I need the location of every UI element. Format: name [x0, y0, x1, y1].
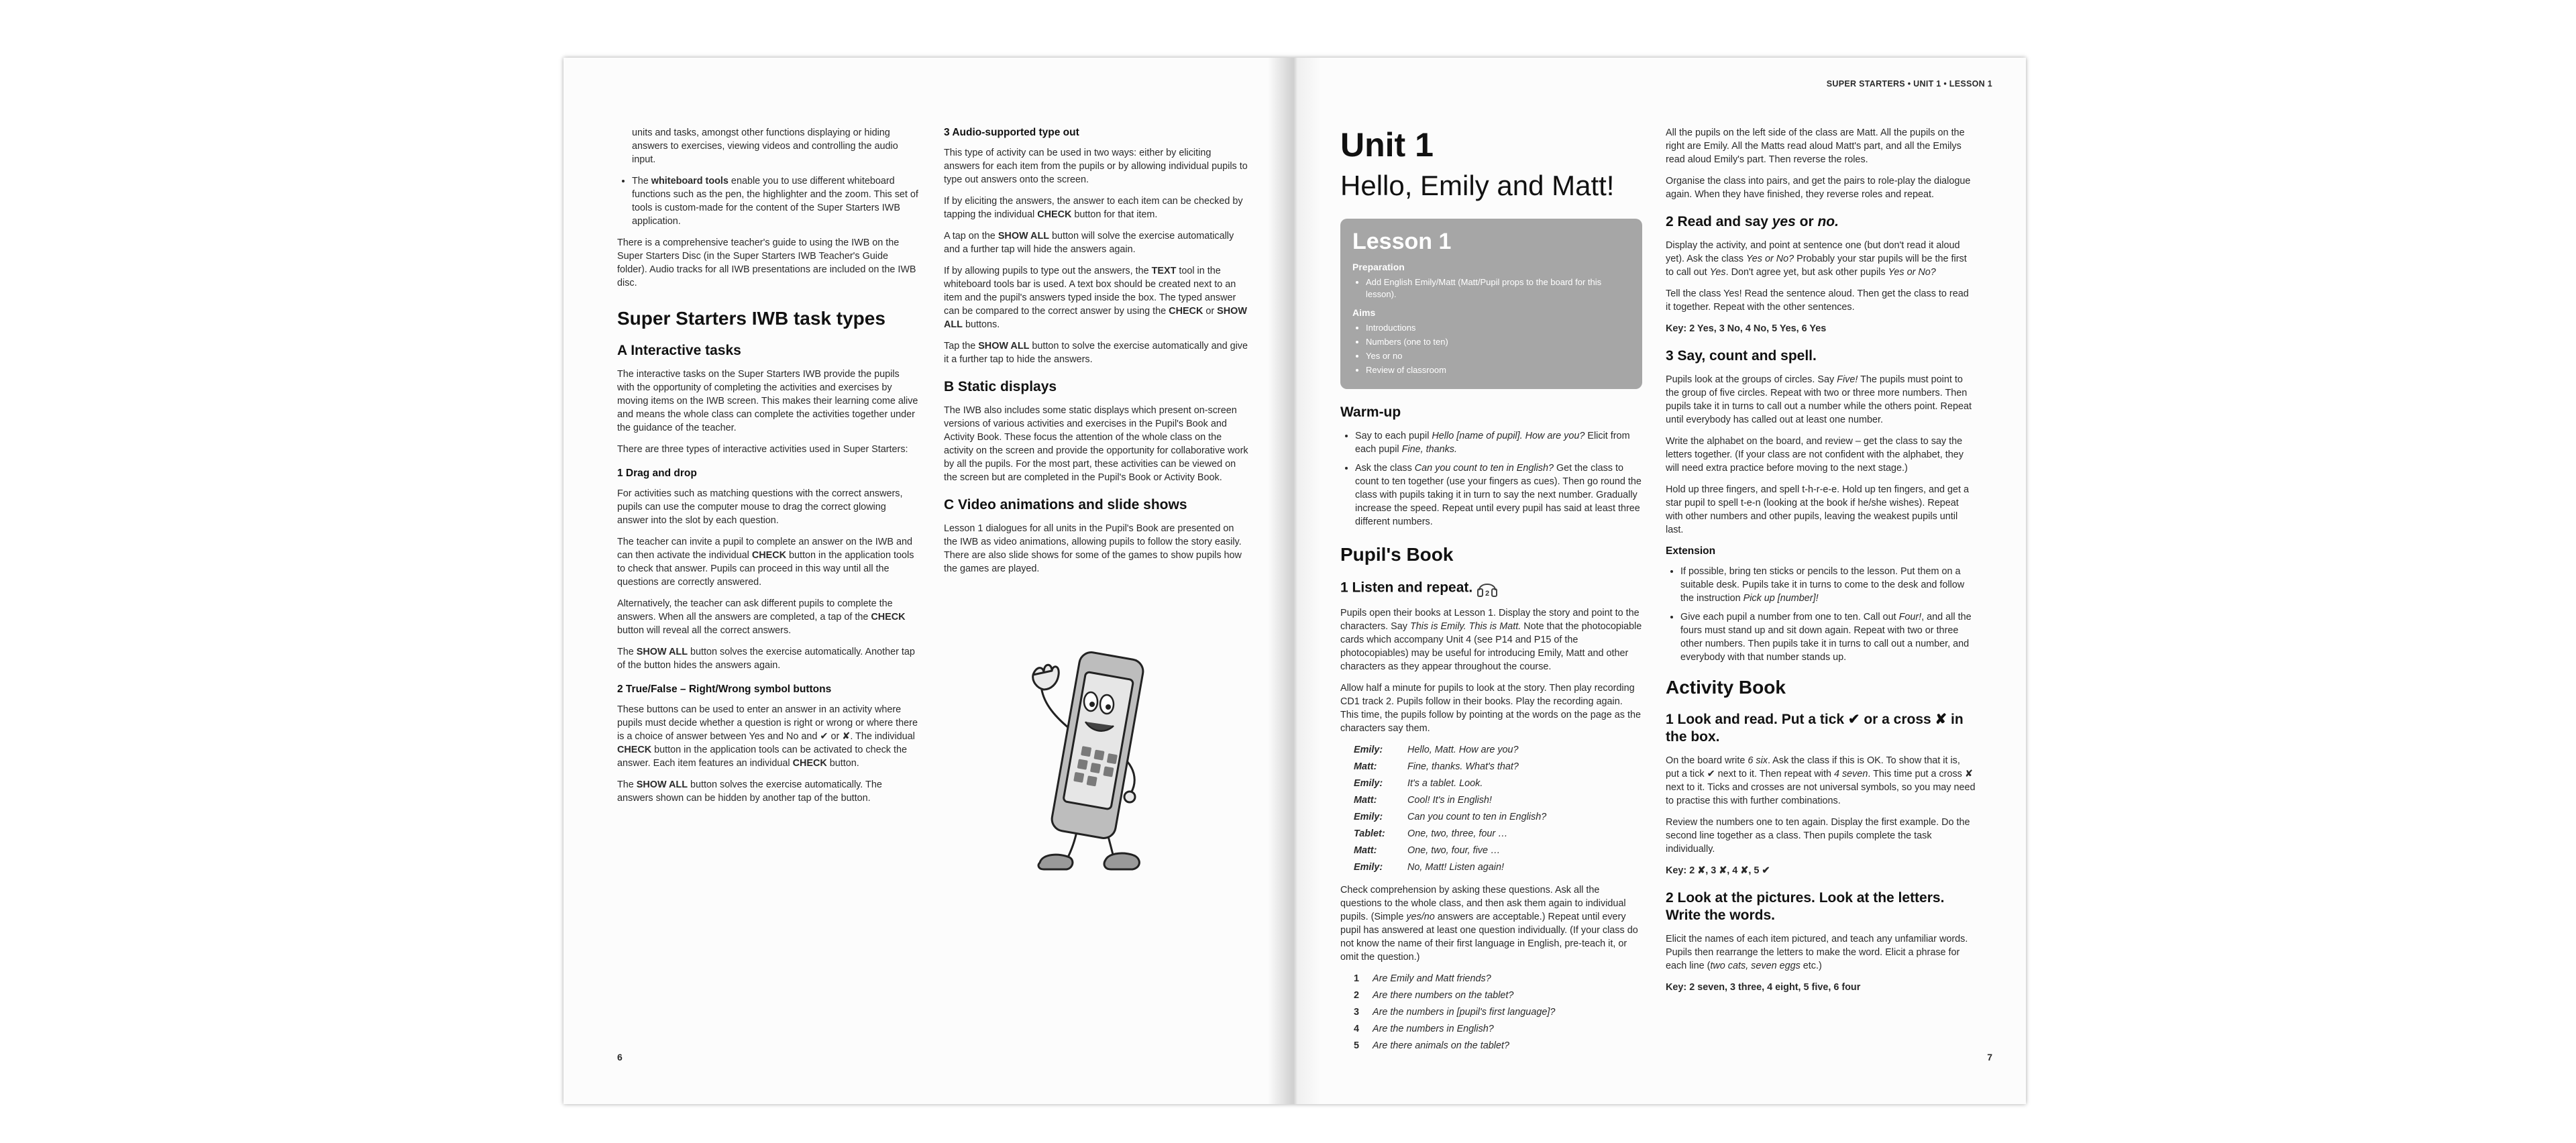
warm-up-item-1	[1355, 429, 1642, 456]
heading-say-count-spell: 3 Say, count and spell.	[1666, 348, 1817, 364]
heading-interactive-tasks: A Interactive tasks	[617, 343, 741, 358]
text: If by eliciting the answers, the answer to each item can be checked by tapping the individual	[944, 196, 1243, 220]
dialogue-line: Cool! It's in English!	[1407, 795, 1492, 806]
bullet-list	[617, 174, 919, 228]
text: , and all the fours must stand up and sit down again. Repeat with two or three other numbers. Then pupils take it in turns to call out a number, and everybody with that number stands up.	[1680, 612, 1972, 663]
dialogue-line: It's a tablet. Look.	[1407, 778, 1483, 789]
text-bold: SHOW ALL	[998, 231, 1050, 241]
heading-extension: Extension	[1666, 545, 1716, 557]
paragraph-interactive-1: The interactive tasks on the Super Starters IWB provide the pupils with the opportunity of completing the activities and exercises by moving items on the IWB screen. This makes their learning come alive and means the whole class can complete the activities together under the guidance of the teacher.	[617, 369, 918, 433]
paragraph-say-1	[1666, 373, 1976, 427]
extension-item-2	[1680, 610, 1976, 664]
text-bold: CHECK	[871, 612, 906, 622]
answer-key-look: Key: 2 ✘, 3 ✘, 4 ✘, 5 ✔	[1666, 865, 1770, 876]
heading-look-pictures: 2 Look at the pictures. Look at the letters. Write the words.	[1666, 890, 1945, 923]
heading-true-false: 2 True/False – Right/Wrong symbol buttons	[617, 684, 832, 695]
text: The	[632, 176, 651, 186]
text: A tap on the	[944, 231, 998, 241]
speaker: Matt:	[1354, 845, 1377, 856]
text-bold: CHECK	[617, 745, 652, 755]
text-bold: CHECK	[1037, 209, 1072, 220]
paragraph-read-2: Tell the class Yes! Read the sentence aloud. Then get the class to read it together. Repeat with the other sentences.	[1666, 288, 1969, 313]
text-italic: yes	[1772, 214, 1796, 229]
text: Elicit from each pupil	[1355, 431, 1630, 455]
text: The teacher can invite a pupil to complete an answer on the IWB and can then activate the individual	[617, 537, 912, 561]
lesson-box	[1340, 219, 1642, 389]
answer-key-pictures: Key: 2 seven, 3 three, 4 eight, 5 five, 6 four	[1666, 982, 1861, 993]
paragraph-guide: There is a comprehensive teacher's guide to using the IWB on the Super Starters Disc (in the Super Starters IWB Teacher's Guide folder). Audio tracks for all IWB presentations are included on the IWB disc.	[617, 237, 916, 288]
speaker: Emily:	[1354, 778, 1383, 789]
text: tool in the whiteboard tools bar is used. A text box should be created next to an item and the pupil's answers typed inside the box. The typed answer can be compared to the correct answer by using the	[944, 266, 1236, 317]
text: Tap the	[944, 341, 979, 351]
dialogue-line: No, Matt! Listen again!	[1407, 862, 1504, 873]
extension-list	[1666, 565, 1976, 664]
paragraph-audio-1: This type of activity can be used in two ways: either by eliciting answers for each item from the pupils or by allowing individual pupils to type out answers onto the screen.	[944, 148, 1248, 185]
answer-key-read: Key: 2 Yes, 3 No, 4 No, 5 Yes, 6 Yes	[1666, 323, 1827, 334]
text-bold: CHECK	[792, 758, 827, 769]
text-bold: SHOW ALL	[944, 306, 1247, 330]
aims-item: • Numbers (one to ten)	[1366, 336, 1631, 348]
text: Pupils open their books at Lesson 1. Display the story and point to the characters. Say	[1340, 608, 1640, 632]
text: button in the application tools to check that answer. Pupils can proceed in this way until all the questions are correctly answered.	[617, 550, 914, 588]
paragraph-static: The IWB also includes some static displays which present on-screen versions of various activities and exercises in the Pupil's Book and Activity Book. These focus the attention of the whole class on the activity on the screen and provide the opportunity for collaborative work by all the pupils. For the most part, these activities can be viewed on the screen but are completed in the Pupil's Book or Activity Book.	[944, 405, 1248, 483]
unit-subtitle: Hello, Emily and Matt!	[1340, 170, 1615, 201]
dialogue-line: One, two, three, four …	[1407, 828, 1508, 839]
text-bold: TEXT	[1151, 266, 1177, 276]
question-text: Are the numbers in [pupil's first language]?	[1373, 1007, 1556, 1018]
text: Ask the class	[1355, 463, 1415, 474]
text: Pupils look at the groups of circles. Say	[1666, 374, 1837, 385]
paragraph-audio-2	[944, 195, 1249, 221]
question-number: 3	[1354, 1007, 1360, 1018]
text-bold: CHECK	[1169, 306, 1203, 317]
text: The pupils must point to the group of five circles. Repeat with two or three more numbers. Then pupils take it in turns to call out a number while the others point. Repeat until everybody has called out at least one number.	[1666, 374, 1972, 425]
phone-mascot-illustration	[1013, 628, 1174, 883]
cd-track-number: 2	[1485, 590, 1490, 598]
text-bold: SHOW ALL	[636, 779, 688, 790]
lesson-box-title: Lesson 1	[1352, 229, 1452, 254]
text: answers are acceptable.) Repeat until every pupil has answered at least one question individually. (If your class do not know the name of their first language in English, pre-teach it, or omit the question.)	[1340, 912, 1638, 963]
heading-read-and-say	[1666, 213, 1976, 231]
right-page-column-1	[1340, 126, 1642, 1060]
aims-list	[1352, 322, 1631, 376]
question-text: Are Emily and Matt friends?	[1373, 973, 1491, 984]
dialogue-line: Hello, Matt. How are you?	[1407, 745, 1519, 755]
paragraph-check-comprehension	[1340, 883, 1642, 964]
speaker: Emily:	[1354, 862, 1383, 873]
left-page-column-2	[944, 126, 1249, 584]
question-number: 5	[1354, 1040, 1360, 1051]
paragraph-pictures	[1666, 932, 1976, 973]
question-item	[1354, 1022, 1642, 1036]
text: The	[617, 647, 637, 657]
text: etc.)	[1800, 961, 1822, 971]
aims-item: • Yes or no	[1366, 350, 1631, 362]
paragraph-look-2: Review the numbers one to ten again. Display the first example. Do the second line together as a class. Then pupils complete the task individually.	[1666, 817, 1970, 855]
text: Check comprehension by asking these questions. Ask all the questions to the whole class, and then ask them again to individual pupils. (Simple	[1340, 885, 1626, 922]
text-italic: Pick up [number]!	[1743, 593, 1819, 604]
text-italic: Yes or No?	[1888, 267, 1936, 278]
running-head: SUPER STARTERS • UNIT 1 • LESSON 1	[1826, 79, 1992, 89]
text-italic: yes/no	[1406, 912, 1435, 922]
paragraph-drag-1: For activities such as matching questions with the correct answers, pupils can use the computer mouse to drag the correct glowing answer into the slot by each question.	[617, 488, 903, 526]
heading-drag-and-drop: 1 Drag and drop	[617, 468, 697, 479]
text: Get the class to count to ten together (use your fingers as cues). Then go round the class with pupils taking it in turn to say the next number. Gradually increase the speed. Repeat until every pupil has said at least three different numbers.	[1355, 463, 1642, 527]
paragraph-look-1	[1666, 754, 1976, 808]
cd-track-icon	[1477, 578, 1498, 598]
text: These buttons can be used to enter an answer in an activity where pupils must decide whether a question is right or wrong or where there is a choice of answer between Yes and No and ✔ or ✘. The individual	[617, 704, 918, 742]
question-text: Are the numbers in English?	[1373, 1024, 1494, 1034]
preparation-item: • Add English Emily/Matt (Matt/Pupil props to the board for this lesson).	[1366, 276, 1631, 301]
aims-heading: Aims	[1352, 307, 1376, 318]
speaker: Matt:	[1354, 795, 1377, 806]
text: Note that the photocopiable cards which accompany Unit 4 (see P14 and P15 of the photocopiables) may be useful for introducing Emily, Matt and other characters as they appear throughout the course.	[1340, 621, 1642, 672]
text: Elicit the names of each item pictured, and teach any unfamiliar words. Pupils then rearrange the letters to make the word. Elicit a phrase for each line (	[1666, 934, 1968, 971]
speaker: Emily:	[1354, 745, 1383, 755]
question-item	[1354, 972, 1642, 985]
text: or	[1203, 306, 1218, 317]
bullet-whiteboard-tools	[632, 174, 919, 228]
speaker: Tablet:	[1354, 828, 1385, 839]
text: If possible, bring ten sticks or pencils to the lesson. Put them on a suitable desk. Pupils take it in turns to come to the desk and follow the instruction	[1680, 566, 1965, 604]
paragraph-roles-1: All the pupils on the left side of the class are Matt. All the pupils on the right are Emily. All the Matts read aloud Matt's part, and all the Emilys read aloud Emily's part. Then reverse the roles.	[1666, 127, 1965, 165]
paragraph-video: Lesson 1 dialogues for all units in the Pupil's Book are presented on the IWB as video animations, allowing pupils to follow the story easily. There are also slide shows for some of the games to show pupils how the games are played.	[944, 523, 1242, 574]
text: . Ask the class if this is OK. To show that it is, put a tick ✔ next to it. Then repeat with	[1666, 755, 1960, 779]
right-page	[1295, 58, 2026, 1104]
heading-pupils-book: Pupil's Book	[1340, 544, 1454, 565]
book-gutter-shadow	[1268, 58, 1322, 1104]
paragraph-audio-4	[944, 264, 1249, 331]
heading-look-and-read: 1 Look and read. Put a tick ✔ or a cross ✘ in the box.	[1666, 712, 1964, 745]
paragraph-audio-5	[944, 339, 1249, 366]
text: enable you to use different whiteboard functions such as the pen, the highlighter and the zoom. This set of tools is custom-made for the content of the Super Starters IWB application.	[632, 176, 918, 227]
text-italic: two cats, seven eggs	[1710, 961, 1801, 971]
text-italic: Five!	[1837, 374, 1858, 385]
text-italic: Can you count to ten in English?	[1414, 463, 1554, 474]
heading-task-types: Super Starters IWB task types	[617, 308, 885, 329]
paragraph-say-3: Hold up three fingers, and spell t-h-r-e-e. Hold up ten fingers, and get a star pupil to spell t-e-n (looking at the book if he/she wishes). Repeat with other numbers and other pupils, leaving the weakest pupils until last.	[1666, 484, 1969, 535]
paragraph-tf-2	[617, 778, 919, 805]
text: If by allowing pupils to type out the answers, the	[944, 266, 1152, 276]
text-italic: 6 six	[1748, 755, 1768, 766]
question-item	[1354, 989, 1642, 1002]
page-number-right: 7	[1987, 1052, 1992, 1063]
preparation-list	[1352, 276, 1631, 301]
dialogue-line: Fine, thanks. What's that?	[1407, 761, 1519, 772]
preparation-heading: Preparation	[1352, 262, 1405, 272]
text-italic: Four!	[1898, 612, 1922, 622]
text: or	[1795, 214, 1818, 229]
question-text: Are there animals on the tablet?	[1373, 1040, 1509, 1051]
heading-listen-repeat	[1340, 578, 1642, 598]
text: button.	[826, 758, 859, 769]
heading-warm-up: Warm-up	[1340, 404, 1401, 420]
paragraph-drag-3	[617, 597, 919, 637]
text-italic: 4 seven	[1833, 769, 1868, 779]
text: . Don't agree yet, but ask other pupils	[1725, 267, 1888, 278]
text: On the board write	[1666, 755, 1748, 766]
paragraph-roles-2: Organise the class into pairs, and get the pairs to role-play the dialogue again. When they have finished, they reverse roles and repeat.	[1666, 176, 1971, 200]
dialogue-line: Can you count to ten in English?	[1407, 812, 1547, 822]
question-number: 2	[1354, 990, 1360, 1001]
text: buttons.	[962, 319, 1000, 330]
book-spread	[564, 58, 2026, 1104]
right-page-column-2	[1666, 126, 1976, 1002]
text: Give each pupil a number from one to ten. Call out	[1680, 612, 1899, 622]
text-bold: CHECK	[751, 550, 786, 561]
paragraph-read-1	[1666, 239, 1976, 279]
text: 2 Read and say	[1666, 214, 1772, 229]
page-number-left: 6	[617, 1052, 623, 1063]
text: button for that item.	[1071, 209, 1158, 220]
paragraph-audio-3	[944, 229, 1249, 256]
text: The	[617, 779, 637, 790]
text: 1 Listen and repeat.	[1340, 580, 1473, 596]
question-item	[1354, 1039, 1642, 1052]
text: button solves the exercise automatically. Another tap of the button hides the answers again.	[617, 647, 915, 671]
text: button will solve the exercise automatically and a further tap will hide the answers again.	[944, 231, 1234, 255]
paragraph-say-2: Write the alphabet on the board, and review – get the class to say the letters together. (If your class are not confident with the alphabet, they will need extra practice before moving to the next stage.)	[1666, 436, 1964, 474]
text: Say to each pupil	[1355, 431, 1432, 441]
text: button in the application tools can be activated to check the answer. Each item features an individual	[617, 745, 907, 769]
text-italic: Fine, thanks.	[1401, 444, 1457, 455]
unit-title: Unit 1	[1340, 126, 1434, 164]
text-italic: Yes or No?	[1746, 254, 1794, 264]
paragraph-listen-1	[1340, 606, 1642, 673]
aims-item: • Review of classroom	[1366, 364, 1631, 376]
question-item	[1354, 1005, 1642, 1019]
dialogue-line: One, two, four, five …	[1407, 845, 1501, 856]
text-bold: SHOW ALL	[636, 647, 688, 657]
bullet-continuation: units and tasks, amongst other functions displaying or hiding answers to exercises, viewing videos and controlling the audio input.	[632, 127, 898, 165]
text-bold: whiteboard tools	[651, 176, 729, 186]
warm-up-list	[1340, 429, 1642, 529]
paragraph-interactive-2: There are three types of interactive activities used in Super Starters:	[617, 444, 908, 455]
paragraph-tf-1	[617, 703, 919, 770]
paragraph-drag-4	[617, 645, 919, 672]
left-page	[564, 58, 1295, 1104]
question-number: 1	[1354, 973, 1360, 984]
dialogue	[1354, 743, 1642, 874]
text-bold: SHOW ALL	[978, 341, 1030, 351]
text: Display the activity, and point at sentence one (but don't read it aloud yet). Ask the class	[1666, 240, 1960, 264]
heading-video-animations: C Video animations and slide shows	[944, 497, 1187, 512]
speaker: Matt:	[1354, 761, 1377, 772]
text: . This time put a cross ✘ next to it. Ticks and crosses are not universal symbols, so you may need to practise this with further combinations.	[1666, 769, 1976, 806]
aims-item: • Introductions	[1366, 322, 1631, 334]
question-number: 4	[1354, 1024, 1360, 1034]
extension-item-1	[1680, 565, 1976, 605]
warm-up-item-2	[1355, 461, 1642, 529]
paragraph-drag-2	[617, 535, 919, 589]
heading-audio-type-out: 3 Audio-supported type out	[944, 127, 1079, 138]
text-italic: Yes	[1709, 267, 1726, 278]
text: Alternatively, the teacher can ask different pupils to complete the answers. When all the answers are completed, a tap of the	[617, 598, 893, 622]
question-text: Are there numbers on the tablet?	[1373, 990, 1514, 1001]
paragraph-listen-2: Allow half a minute for pupils to look at the story. Then play recording CD1 track 2. Pupils follow in their books. Play the recording again. This time, the pupils follow by pointing at the words on the page as the characters say them.	[1340, 683, 1641, 734]
heading-static-displays: B Static displays	[944, 379, 1057, 394]
text-italic: This is Emily. This is Matt.	[1409, 621, 1521, 632]
left-page-column-1	[617, 126, 919, 813]
text: button solves the exercise automatically. The answers shown can be hidden by another tap of the button.	[617, 779, 882, 804]
question-list	[1354, 972, 1642, 1052]
text-italic: no.	[1817, 214, 1839, 229]
text: button to solve the exercise automatically and give it a further tap to hide the answers.	[944, 341, 1248, 365]
heading-activity-book: Activity Book	[1666, 677, 1786, 698]
text-italic: Hello [name of pupil]. How are you?	[1432, 431, 1585, 441]
text: Probably your star pupils will be the first to call out	[1666, 254, 1967, 278]
text: button will reveal all the correct answers.	[617, 625, 792, 636]
speaker: Emily:	[1354, 812, 1383, 822]
